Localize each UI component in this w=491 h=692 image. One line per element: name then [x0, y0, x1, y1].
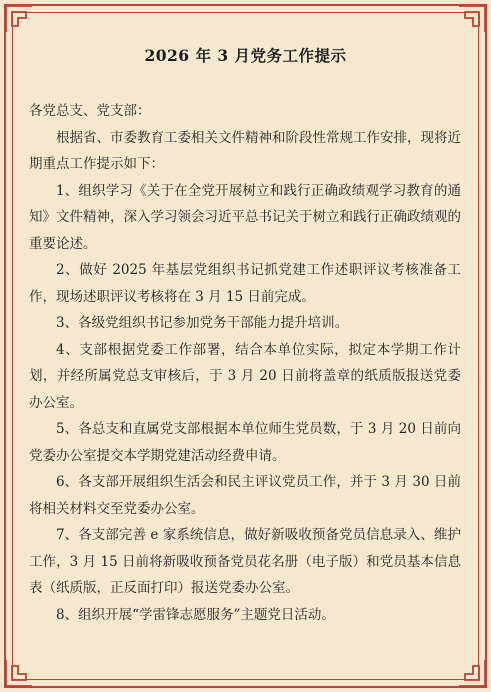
list-item: 8、组织开展“学雷锋志愿服务”主题党日活动。 — [56, 606, 335, 623]
list-item: 4、支部根据党委工作部署，结合本单位实际，拟定本学期工作计划，并经所属党总支审核后，于 3 月 20 日前将盖章的纸质版报送党委办公室。 — [29, 341, 461, 411]
corner-ornament-icon — [457, 658, 487, 688]
document-body — [29, 98, 461, 628]
corner-ornament-icon — [4, 658, 34, 688]
list-item: 5、各总支和直属党支部根据本单位师生党员数，于 3 月 20 日前向党委办公室提交本学期党建活动经费申请。 — [29, 421, 461, 464]
document-title: 2026 年 3 月党务工作提示 — [144, 46, 347, 65]
list-item: 1、组织学习《关于在全党开展树立和践行正确政绩观学习教育的通知》文件精神，深入学习领会习近平总书记关于树立和践行正确政绩观的重要论述。 — [29, 182, 461, 252]
list-item: 2、做好 2025 年基层党组织书记抓党建工作述职评议考核准备工作，现场述职评议考核将在 3 月 15 日前完成。 — [29, 262, 461, 305]
corner-ornament-icon — [457, 4, 487, 34]
greeting: 各党总支、党支部： — [29, 103, 151, 119]
list-item: 3、各级党组织书记参加党务干部能力提升培训。 — [56, 315, 349, 331]
corner-ornament-icon — [4, 4, 34, 34]
list-item: 7、各支部完善 e 家系统信息，做好新吸收预备党员信息录入、维护工作，3 月 15 日前将新吸收预备党员花名册（电子版）和党员基本信息表（纸质版，正反面打印）报送党委办公室。 — [29, 527, 461, 596]
list-item: 6、各支部开展组织生活会和民主评议党员工作，并于 3 月 30 日前将相关材料交至党委办公室。 — [29, 474, 461, 517]
intro-paragraph: 根据省、市委教育工委相关文件精神和阶段性常规工作安排，现将近期重点工作提示如下： — [29, 129, 461, 172]
